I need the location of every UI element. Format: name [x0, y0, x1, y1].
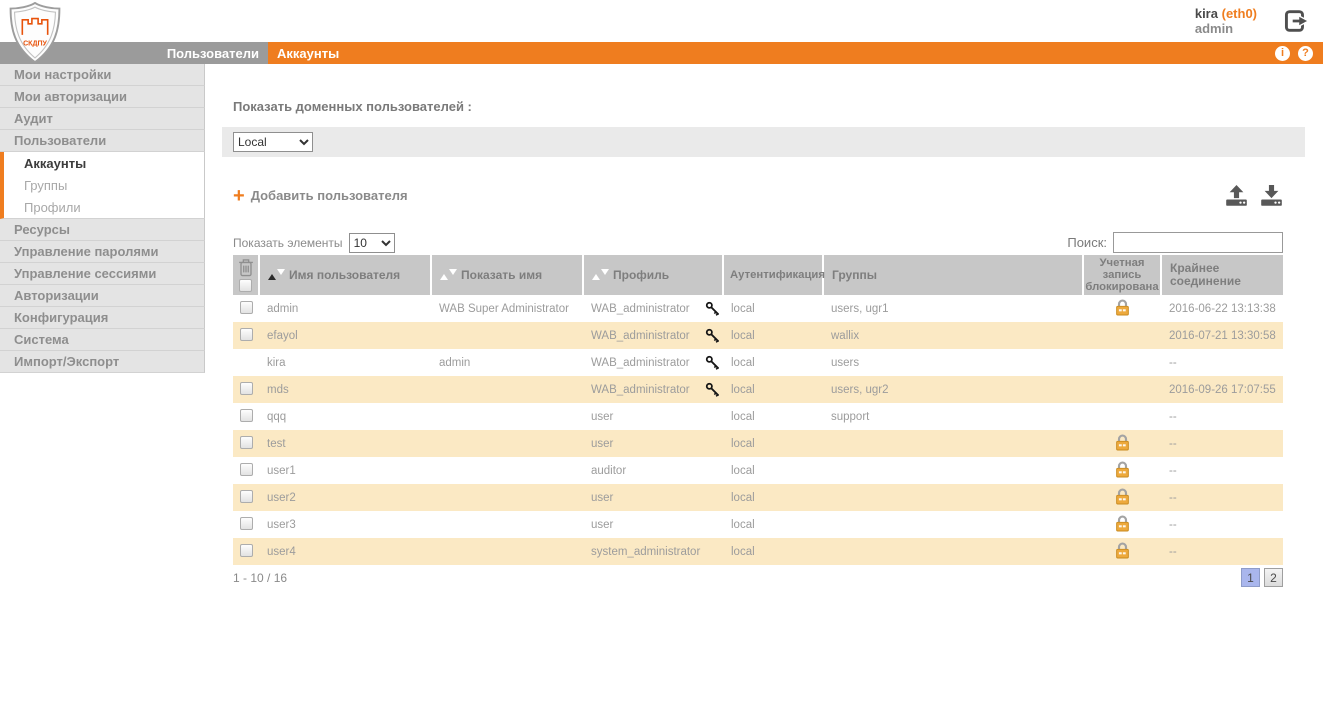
table-header-row	[233, 255, 1283, 295]
entries-select[interactable]	[349, 233, 395, 253]
table-row	[233, 511, 1283, 538]
display-name-cell: WAB Super Administrator	[439, 302, 569, 315]
lock-icon	[1114, 433, 1131, 451]
key-icon	[705, 301, 720, 316]
table-footer	[233, 568, 1283, 587]
table-row	[233, 322, 1283, 349]
row-checkbox[interactable]	[240, 517, 253, 530]
groups-cell	[823, 457, 1083, 484]
sidebar-item-system[interactable]: Система	[0, 329, 205, 351]
table-row	[233, 457, 1283, 484]
display-name-cell	[431, 430, 583, 457]
navbar-icons	[1275, 42, 1323, 64]
auth-cell: local	[723, 430, 823, 457]
column-header-name[interactable]: Имя пользователя	[259, 255, 431, 295]
sidebar-users-submenu	[0, 152, 205, 219]
select-all-checkbox[interactable]	[239, 279, 252, 292]
groups-cell: users	[831, 356, 860, 369]
row-checkbox[interactable]	[240, 301, 253, 314]
profile-cell: system_administrator	[591, 545, 701, 558]
auth-cell: local	[731, 410, 755, 423]
domain-filter-strip	[222, 127, 1305, 157]
groups-cell	[823, 484, 1083, 511]
info-icon[interactable]: i	[1275, 46, 1290, 61]
display-name-cell	[431, 457, 583, 484]
pagination-page-1[interactable]: 1	[1241, 568, 1260, 587]
column-header-delete	[233, 255, 259, 295]
profile-cell: user	[591, 437, 614, 450]
search-label: Поиск:	[1067, 235, 1107, 250]
pagination	[1241, 568, 1283, 587]
breadcrumb-page[interactable]	[268, 42, 339, 64]
table-controls-row	[233, 232, 1283, 253]
domain-filter-select[interactable]	[233, 132, 313, 152]
user-name-cell[interactable]: qqq	[267, 410, 287, 423]
sort-icon	[268, 269, 285, 280]
last-connection-cell: --	[1169, 356, 1177, 369]
key-icon	[705, 382, 720, 397]
add-icon: +	[233, 184, 245, 207]
last-connection-cell: 2016-09-26 17:07:55	[1161, 376, 1283, 403]
search-control	[1067, 232, 1283, 253]
row-checkbox[interactable]	[240, 544, 253, 557]
sidebar-subitem-profiles[interactable]: Профили	[4, 196, 204, 218]
entries-label: Показать элементы	[233, 236, 343, 250]
sort-icon	[440, 269, 457, 280]
main-layout	[0, 64, 1323, 587]
lock-icon	[1114, 541, 1131, 559]
lock-icon	[1114, 460, 1131, 478]
row-checkbox[interactable]	[240, 490, 253, 503]
breadcrumb-section-label: Пользователи	[166, 45, 259, 61]
profile-cell: user	[591, 410, 614, 423]
shield-logo-icon	[6, 2, 64, 64]
last-connection-cell: --	[1169, 410, 1177, 423]
user-name-cell[interactable]: efayol	[259, 322, 431, 349]
current-user-block	[1195, 6, 1257, 36]
row-checkbox[interactable]	[240, 328, 253, 341]
column-header-display-name[interactable]: Показать имя	[431, 255, 583, 295]
auth-cell: local	[723, 376, 823, 403]
table-row	[233, 295, 1283, 322]
profile-cell: auditor	[591, 464, 627, 477]
display-name-cell	[431, 538, 583, 565]
user-name-cell[interactable]: user4	[259, 538, 431, 565]
sidebar-item-session-management[interactable]: Управление сессиями	[0, 263, 205, 285]
current-user-interface: (eth0)	[1221, 6, 1257, 21]
table-row	[233, 349, 1283, 376]
profile-cell: WAB_administrator	[591, 302, 690, 315]
key-icon	[705, 355, 720, 370]
users-table	[233, 255, 1283, 565]
auth-cell: local	[723, 484, 823, 511]
column-header-profile[interactable]: Профиль	[583, 255, 723, 295]
last-connection-cell: --	[1169, 464, 1177, 477]
last-connection-cell: --	[1169, 518, 1177, 531]
pagination-range: 1 - 10 / 16	[233, 570, 288, 585]
logout-button[interactable]	[1283, 8, 1311, 34]
row-checkbox[interactable]	[240, 436, 253, 449]
table-row	[233, 538, 1283, 565]
current-user-name: kira	[1194, 6, 1218, 21]
sidebar-item-import-export[interactable]: Импорт/Экспорт	[0, 351, 205, 373]
display-name-cell	[431, 511, 583, 538]
breadcrumb-navbar	[0, 42, 1323, 64]
column-header-groups: Группы	[823, 255, 1083, 295]
sidebar-item-authorizations[interactable]: Авторизации	[0, 285, 205, 307]
profile-cell: WAB_administrator	[591, 356, 690, 369]
groups-cell: users, ugr1	[831, 302, 889, 315]
trash-icon[interactable]	[238, 258, 254, 277]
logo-text: СКДПУ	[23, 40, 47, 48]
auth-cell: local	[731, 518, 755, 531]
add-user-button[interactable]	[233, 184, 408, 207]
table-row	[233, 376, 1283, 403]
display-name-cell	[431, 376, 583, 403]
sidebar-item-resources[interactable]: Ресурсы	[0, 219, 205, 241]
profile-cell: WAB_administrator	[591, 329, 690, 342]
sidebar-item-configuration[interactable]: Конфигурация	[0, 307, 205, 329]
profile-cell: user	[591, 491, 614, 504]
user-name-cell[interactable]: mds	[259, 376, 431, 403]
user-name-cell[interactable]: user1	[267, 464, 296, 477]
user-name-cell[interactable]: test	[259, 430, 431, 457]
groups-cell: wallix	[823, 322, 1083, 349]
auth-cell: local	[731, 356, 755, 369]
sidebar-subitem-groups[interactable]: Группы	[4, 174, 204, 196]
sidebar-item-password-management[interactable]: Управление паролями	[0, 241, 205, 263]
user-name-cell[interactable]: admin	[267, 302, 299, 315]
auth-cell: local	[723, 538, 823, 565]
display-name-cell	[431, 403, 583, 430]
key-icon	[705, 328, 720, 343]
upload-icon[interactable]	[1225, 185, 1248, 206]
groups-cell	[823, 511, 1083, 538]
search-input[interactable]	[1113, 232, 1283, 253]
content-area	[205, 64, 1323, 587]
lock-icon	[1114, 298, 1131, 316]
auth-cell: local	[731, 464, 755, 477]
auth-cell: local	[723, 322, 823, 349]
sidebar-menu	[0, 64, 205, 373]
sidebar-item-users[interactable]: Пользователи	[0, 130, 205, 152]
last-connection-cell: --	[1161, 484, 1283, 511]
row-checkbox[interactable]	[240, 382, 253, 395]
last-connection-cell: --	[1161, 430, 1283, 457]
column-header-locked: Учетная запись блокирована	[1083, 255, 1161, 295]
top-header	[0, 0, 1323, 48]
groups-cell: support	[831, 410, 870, 423]
groups-cell	[823, 538, 1083, 565]
auth-cell: local	[731, 302, 755, 315]
lock-icon	[1114, 487, 1131, 505]
last-connection-cell: --	[1161, 538, 1283, 565]
display-name-cell	[431, 322, 583, 349]
table-body	[233, 295, 1283, 565]
last-connection-cell: 2016-06-22 13:13:38	[1169, 302, 1276, 315]
groups-cell	[823, 430, 1083, 457]
sidebar-item-my-authorizations[interactable]: Мои авторизации	[0, 86, 205, 108]
sidebar-item-my-settings[interactable]: Мои настройки	[0, 64, 205, 86]
profile-cell: user	[591, 518, 614, 531]
user-name-cell[interactable]: kira	[267, 356, 286, 369]
groups-cell: users, ugr2	[823, 376, 1083, 403]
profile-cell: WAB_administrator	[591, 383, 690, 396]
current-user-role: admin	[1194, 21, 1234, 36]
brand-logo	[6, 2, 64, 64]
user-name-cell[interactable]: user3	[267, 518, 296, 531]
display-name-cell	[431, 484, 583, 511]
help-icon[interactable]: ?	[1298, 46, 1313, 61]
table-row	[233, 484, 1283, 511]
actions-row	[233, 185, 1283, 206]
last-connection-cell: 2016-07-21 13:30:58	[1161, 322, 1283, 349]
column-header-auth: Аутентификация	[723, 255, 823, 295]
column-header-last-connection: Крайнее соединение	[1161, 255, 1283, 295]
add-user-label: Добавить пользователя	[250, 188, 408, 203]
user-name-cell[interactable]: user2	[259, 484, 431, 511]
table-row	[233, 403, 1283, 430]
row-checkbox[interactable]	[240, 409, 253, 422]
domain-filter-label: Показать доменных пользователей :	[233, 99, 472, 114]
display-name-cell: admin	[439, 356, 471, 369]
sort-icon	[592, 269, 609, 280]
download-icon[interactable]	[1260, 185, 1283, 206]
entries-control	[233, 233, 395, 253]
sidebar-subitem-accounts[interactable]: Аккаунты	[4, 152, 204, 174]
import-export-icons	[1225, 185, 1283, 206]
sidebar-item-audit[interactable]: Аудит	[0, 108, 205, 130]
pagination-page-2[interactable]: 2	[1264, 568, 1283, 587]
breadcrumb-page-label: Аккаунты	[277, 45, 340, 61]
row-checkbox[interactable]	[240, 463, 253, 476]
lock-icon	[1114, 514, 1131, 532]
logout-icon	[1283, 8, 1311, 34]
table-row	[233, 430, 1283, 457]
